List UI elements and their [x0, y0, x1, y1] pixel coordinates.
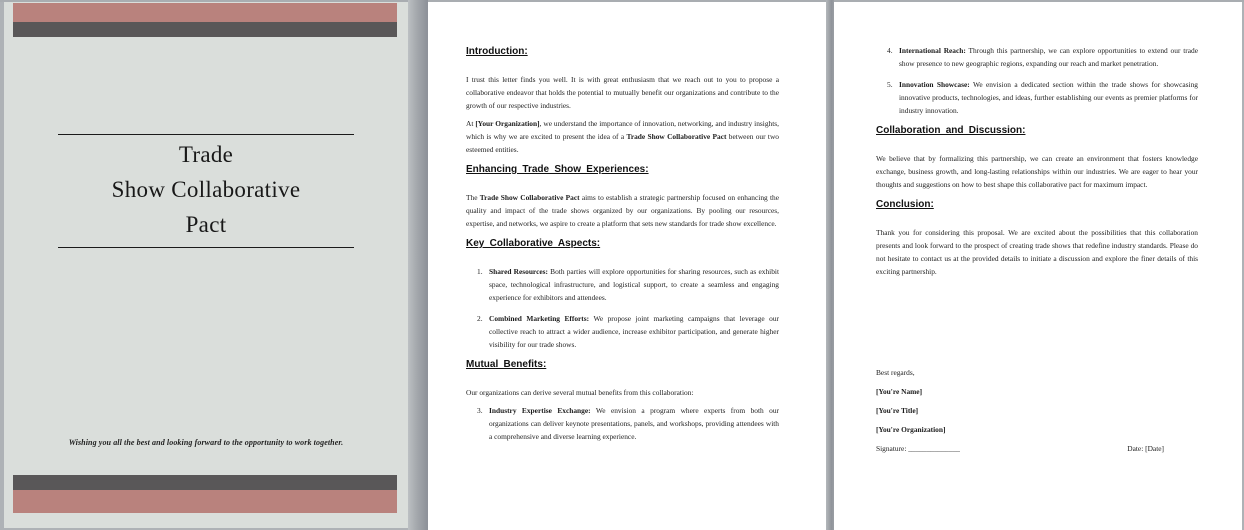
letter-page-2-content — [876, 44, 1198, 455]
list-item-text: Combined Marketing Efforts: We propose joint marketing campaigns that leverage our collective reach to attract a wider audience, increase exhibitor participation, and generate higher visibility for our trade shows. — [489, 314, 779, 349]
cover-stripe-top-dark — [13, 22, 397, 37]
cover-stripe-top-pink — [13, 3, 397, 22]
list-item — [876, 44, 1198, 70]
letter-page-1 — [428, 2, 826, 530]
section-heading: Enhancing Trade Show Experiences: — [466, 164, 649, 175]
cover-title-line-1: Trade — [178, 142, 234, 167]
list-item-text: Shared Resources: Both parties will explore opportunities for sharing resources, such as exhibit space, technological infrastructure, and logistical support, to create a seamless and engaging experience for exhibitors and attendees. — [489, 267, 779, 302]
list-item — [876, 78, 1198, 117]
signature-line: Signature: ______________ — [876, 444, 960, 453]
cover-title-line-2: Show Collaborative — [111, 177, 301, 202]
closing-line: Best regards, — [876, 368, 915, 377]
list-item-text: International Reach: Through this partnership, we can explore opportunities to extend our trade show presence to new geographic regions, expanding our reach and market penetration. — [899, 46, 1198, 68]
list-item-number: 3. — [477, 406, 483, 415]
paragraph: At [Your Organization], we understand the importance of innovation, networking, and industry insights, which is why we are excited to present the idea of a Trade Show Collaborative Pact between our two esteemed entities. — [466, 119, 779, 154]
cover-footer-text: Wishing you all the best and looking forward to the opportunity to work together. — [68, 438, 344, 447]
list-item-number: 5. — [887, 80, 893, 89]
date-field: Date: [Date] — [1127, 444, 1164, 453]
section-heading: Key Collaborative Aspects: — [466, 238, 601, 249]
list-item — [466, 265, 779, 304]
signature-block-line: [You're Name] — [876, 387, 923, 396]
list-item-text: Innovation Showcase: We envision a dedicated section within the trade shows for showcasing innovative products, technologies, and ideas, further establishing our events as premier platforms for industry innovation. — [899, 80, 1199, 115]
paragraph: Thank you for considering this proposal. We are excited about the possibilities that this collaboration presents and look forward to the prospect of creating trade shows that redefine industry standards. Please do not hesitate to contact us at the provided details to initiate a discussion and explore the finer details of this exciting partnership. — [876, 228, 1198, 276]
page-gap — [826, 0, 834, 530]
page-gap — [408, 0, 428, 530]
letter-page-1-content — [466, 46, 779, 451]
paragraph: Our organizations can derive several mutual benefits from this collaboration: — [466, 388, 694, 397]
section-heading: Conclusion: — [876, 199, 934, 210]
signature-date-row — [876, 442, 1198, 455]
section-heading: Introduction: — [466, 46, 528, 57]
cover-page — [4, 2, 408, 528]
list-item-text: Industry Expertise Exchange: We envision a program where experts from both our organizations can deliver keynote presentations, panels, and workshops, providing attendees with a comprehensive and diverse learning experience. — [489, 406, 779, 441]
paragraph: I trust this letter finds you well. It is with great enthusiasm that we reach out to you to propose a collaborative endeavor that holds the potential to mutually benefit our organizations and contribute to the growth of our respective industries. — [466, 75, 779, 110]
section-heading: Collaboration and Discussion: — [876, 125, 1026, 136]
letter-page-2 — [834, 2, 1242, 530]
list-item-number: 4. — [887, 46, 893, 55]
list-item-number: 2. — [477, 314, 483, 323]
list-item — [466, 312, 779, 351]
list-item — [466, 404, 779, 443]
cover-stripe-bottom-pink — [13, 490, 397, 513]
section-heading: Mutual Benefits: — [466, 359, 547, 370]
signature-block-line: [You're Organization] — [876, 425, 946, 434]
cover-stripe-bottom-dark — [13, 475, 397, 490]
cover-title-line-3: Pact — [185, 212, 227, 237]
signature-block-line: [You're Title] — [876, 406, 919, 415]
paragraph: We believe that by formalizing this partnership, we can create an environment that fosters knowledge exchange, business growth, and long-lasting relationships within our industries. We are eager to hear your thoughts and suggestions on how to best shape this collaborative pact for maximum impact. — [876, 154, 1198, 189]
cover-title-block — [58, 134, 354, 248]
list-item-number: 1. — [477, 267, 483, 276]
paragraph: The Trade Show Collaborative Pact aims to establish a strategic partnership focused on enhancing the quality and impact of the trade shows organized by our organizations. By pooling our resources, expertise, and networks, we aspire to create a platform that sets new standards for trade show excellence. — [466, 193, 779, 228]
